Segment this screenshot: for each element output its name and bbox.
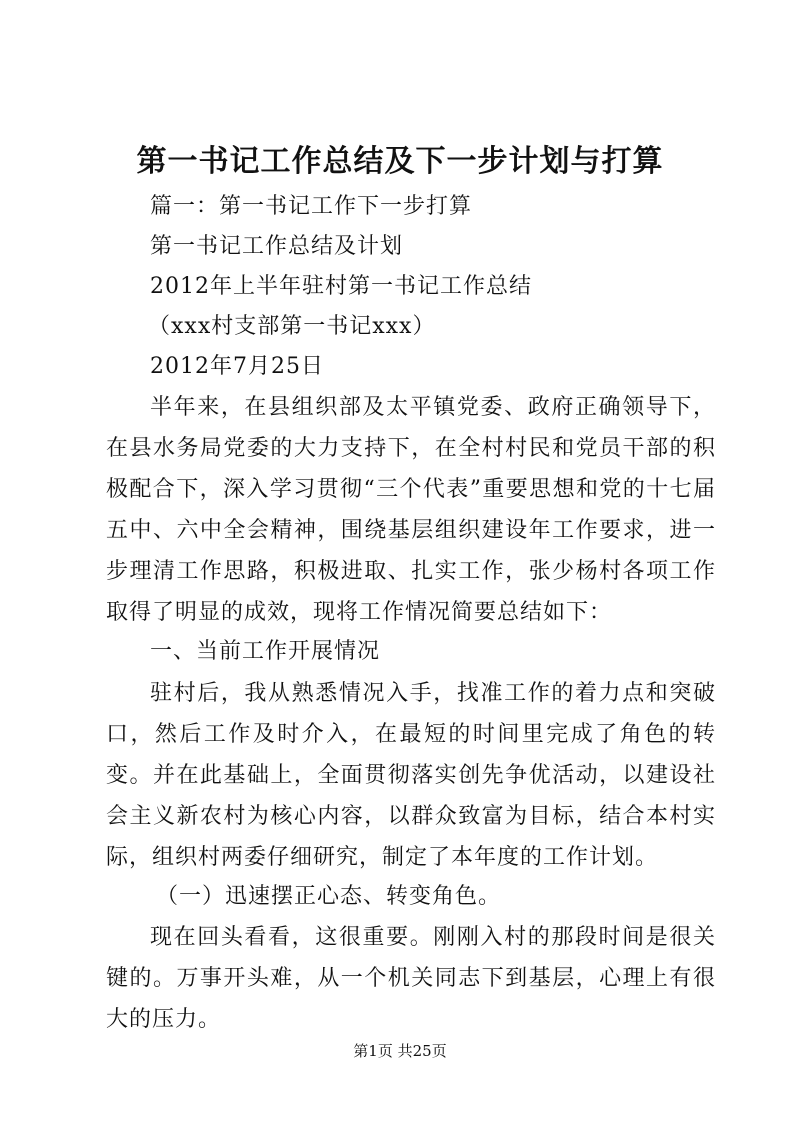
section-heading: 一、当前工作开展情况 xyxy=(150,639,381,664)
paragraph-3: 现在回头看看，这很重要。刚刚入村的那段时间是很关键的。万事开头难，从一个机关同志下到基层，心理上有很大的压力。 xyxy=(106,925,716,1032)
date-line: 2012年7月25日 xyxy=(150,354,324,379)
subtitle-3: 2012年上半年驻村第一书记工作总结 xyxy=(150,274,532,299)
subsection-heading: （一）迅速摆正心态、转变角色。 xyxy=(156,884,502,909)
document-title: 第一书记工作总结及下一步计划与打算 xyxy=(136,144,664,179)
paragraph-2: 驻村后，我从熟悉情况入手，找准工作的着力点和突破口，然后工作及时介入，在最短的时间里完成了角色的转变。并在此基础上，全面贯彻落实创先争优活动，以建设社会主义新农村为核心内容，以群众致富为目标，结合本村实际，组织村两委仔细研究，制定了本年度的工作计划。 xyxy=(106,681,716,870)
subtitle-2: 第一书记工作总结及计划 xyxy=(150,234,404,259)
page-number-footer: 第1页 共25页 xyxy=(353,1042,447,1060)
author-line: （xxx村支部第一书记xxx） xyxy=(148,314,436,339)
paragraph-1: 半年来，在县组织部及太平镇党委、政府正确领导下，在县水务局党委的大力支持下，在全村村民和党员干部的积极配合下，深入学习贯彻“三个代表”重要思想和党的十七届五中、六中全会精神，围绕基层组织建设年工作要求，进一步理清工作思路，积极进取、扎实工作，张少杨村各项工作取得了明显的成效，现将工作情况简要总结如下： xyxy=(106,395,716,625)
subtitle-1: 篇一：第一书记工作下一步打算 xyxy=(150,194,473,219)
